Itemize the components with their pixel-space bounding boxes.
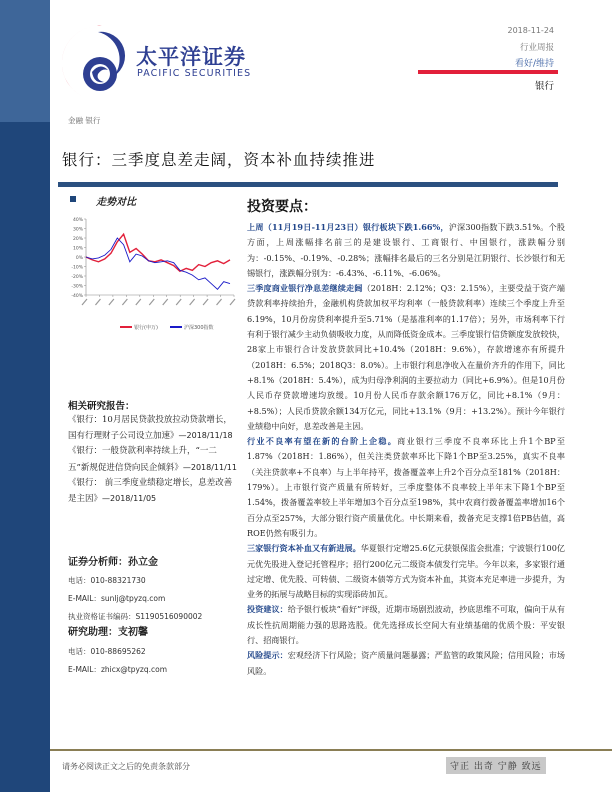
assistant-heading: 研究助理：支初馨 (68, 627, 148, 638)
related-report-title: 《银行：一般贷款利率持续上升，“一二五”新规促进信贷向民企倾斜》 (68, 446, 217, 473)
footer-disclaimer: 请务必阅读正文之后的免责条款部分 (62, 762, 190, 771)
footer-rule (50, 749, 612, 751)
breadcrumb: 金融 银行 (68, 116, 101, 125)
rating: 看好/维持 (514, 59, 554, 69)
related-report-date: —2018/11/05 (102, 494, 157, 504)
trend-chart (62, 215, 240, 333)
related-report-item[interactable] (68, 476, 238, 507)
sidebar-band-bottom (0, 122, 50, 792)
svg-text:沪深300指数: 沪深300指数 (184, 325, 214, 331)
svg-text:-40%: -40% (71, 294, 83, 299)
line-chart (62, 215, 240, 333)
svg-text:-20%: -20% (71, 275, 83, 280)
key-points-body (247, 220, 565, 679)
svg-text:30%: 30% (72, 227, 83, 233)
key-points-heading: 投资要点： (247, 199, 317, 215)
svg-text:-10%: -10% (71, 265, 83, 271)
analyst-heading: 证券分析师：孙立金 (68, 557, 158, 568)
sidebar-band-top (0, 0, 50, 122)
svg-text:40%: 40% (72, 218, 83, 223)
key-point-lead: 上周（11月19日-11月23日）银行板块下跌1.66%， (247, 222, 449, 232)
report-date: 2018-11-24 (507, 26, 554, 35)
assistant-phone: 电话：010-88695262 (68, 647, 146, 656)
key-point-paragraph: 三家银行资本补血又有新进展。华夏银行定增25.6亿元获银保监会批准；宁波银行100亿元优先股进入登记托管程序；招行200亿元二级资本债发行完毕。今年以来，多家银行通过定增、优先股、可转债、二级资本债等方式为资本补血，其资本充足率进一步提升，为业务的拓展与战略目标的实现添砖加瓦。 (247, 543, 565, 600)
svg-text:0%: 0% (75, 256, 83, 261)
related-report-title: 《银行：10月居民贷款投放拉动贷款增长，国有行理财子公司设立加速》 (68, 415, 232, 442)
title-rule (58, 182, 558, 187)
related-report-item[interactable] (68, 444, 238, 475)
key-point-lead: 风险提示： (247, 650, 288, 661)
related-report-item[interactable] (68, 413, 238, 444)
key-point-lead: 三季度商业银行净息差继续走阔 (247, 283, 363, 294)
key-point-lead: 投资建议： (247, 604, 288, 615)
svg-text:-30%: -30% (71, 284, 83, 290)
svg-text:10%: 10% (72, 246, 83, 252)
brand-name-cn: 太平洋证券 (136, 45, 246, 69)
key-point-paragraph: 行业不良率有望在新的台阶上企稳。商业银行三季度不良率环比上升1个BP至1.87%（2018H：1.86%），但关注类贷款率环比下降1个BP至3.25%，真实不良率（关注贷款率+不良率）与上半年持平，拨备覆盖率上升2个百分点至181%（2018H：179%）。上市银行资产质量有所转好，三季度整体不良率较上半年末下降1个BP至1.54%，拨备覆盖率较上半年增加3个百分点至198%，其中农商行拨备覆盖率增加16个百分点至257%，大部分银行资产质量优化。中长期来看，拨备充足支撑1倍PB估值，高ROE仍然有吸引力。 (247, 436, 565, 538)
header-red-rule (418, 70, 558, 74)
key-point-paragraph: 投资建议：给予银行板块“看好”评级，近期市场剧烈波动，抄底思维不可取，偏向于从有成长性抗周期能力强的思路选股。优先选择成长空间大有业绩基础的优质个股：平安银行、招商银行。 (247, 604, 565, 646)
brand-name-en: PACIFIC SECURITIES (137, 68, 252, 79)
key-point-paragraph: 三季度商业银行净息差继续走阔（2018H：2.12%；Q3：2.15%），主要受益于资产端贷款利率持续抬升，金融机构贷款加权平均利率（一般贷款利率）连续三个季度上升至6.19%，10月份房贷利率提升至5.71%（是基准利率的1.17倍）；另外，市场利率下行有利于银行减少主动负债吸收力度，从而降低资金成本。三季度银行信贷额度发放较快，28家上市银行合计发放贷款同比+10.4%（2018H：9.6%），存款增速亦有所提升（2018H：6.5%；2018Q3：8.0%）。上市银行利息净收入在量价齐升的作用下，同比+8.1%（2018H：5.4%），成为归母净利润的主要拉动力（同比+6.9%）。但是10月份人民币存贷款增速均放缓。10月份人民币存款余额176万亿，同比+8.1%（9月：+8.5%）；人民币贷款余额134万亿元，同比+13.1%（9月：+13.2%）。预计今年银行业绩稳中向好，息差改善是主因。 (247, 283, 565, 431)
key-point-lead: 行业不良率有望在新的台阶上企稳。 (247, 436, 398, 447)
sector-label: 银行 (534, 81, 554, 92)
analyst-cert: 执业资格证书编码：S1190516090002 (68, 612, 203, 621)
footer-motto: 守正 出奇 宁静 致远 (446, 757, 546, 774)
related-report-date: —2018/11/11 (182, 462, 237, 472)
trend-heading: 走势对比 (96, 197, 136, 208)
svg-text:20%: 20% (72, 237, 83, 242)
logo-mark-icon (62, 22, 132, 102)
analyst-phone: 电话：010-88321730 (68, 576, 146, 585)
related-report-date: —2018/11/18 (178, 431, 233, 441)
related-report-title: 《银行： 前三季度业绩稳定增长，息差改善是主因》 (68, 477, 233, 505)
assistant-email: E-MAIL：zhicx@tpyzq.com (68, 665, 168, 674)
key-point-paragraph: 上周（11月19日-11月23日）银行板块下跌1.66%，沪深300指数下跌3.51%。个股方面，上周涨幅排名前三的是建设银行、工商银行、中国银行，涨跌幅分别为：-0.15%、-0.19%、-0.28%；涨幅排名最后的三名分别是江阴银行、长沙银行和无锡银行，涨跌幅分别为：-6.43%、-6.11%、-6.06%。 (247, 222, 565, 278)
assistant-email-link[interactable]: zhicx@tpyzq.com (100, 665, 168, 674)
key-point-paragraph: 风险提示：宏观经济下行风险；资产质量问题暴露；严监管的政策风险；信用风险；市场风险。 (247, 650, 565, 676)
related-reports-list (68, 413, 238, 507)
analyst-email-link[interactable]: sunlj@tpyzq.com (100, 594, 166, 603)
page-title: 银行：三季度息差走阔，资本补血持续推进 (62, 151, 376, 169)
report-type: 行业周报 (519, 43, 554, 53)
svg-text:银行(申万): 银行(申万) (134, 325, 158, 331)
related-reports-heading: 相关研究报告： (68, 401, 135, 412)
key-point-lead: 三家银行资本补血又有新进展。 (247, 543, 361, 554)
analyst-email: E-MAIL：sunlj@tpyzq.com (68, 594, 166, 603)
bullet-square-icon (70, 196, 76, 202)
